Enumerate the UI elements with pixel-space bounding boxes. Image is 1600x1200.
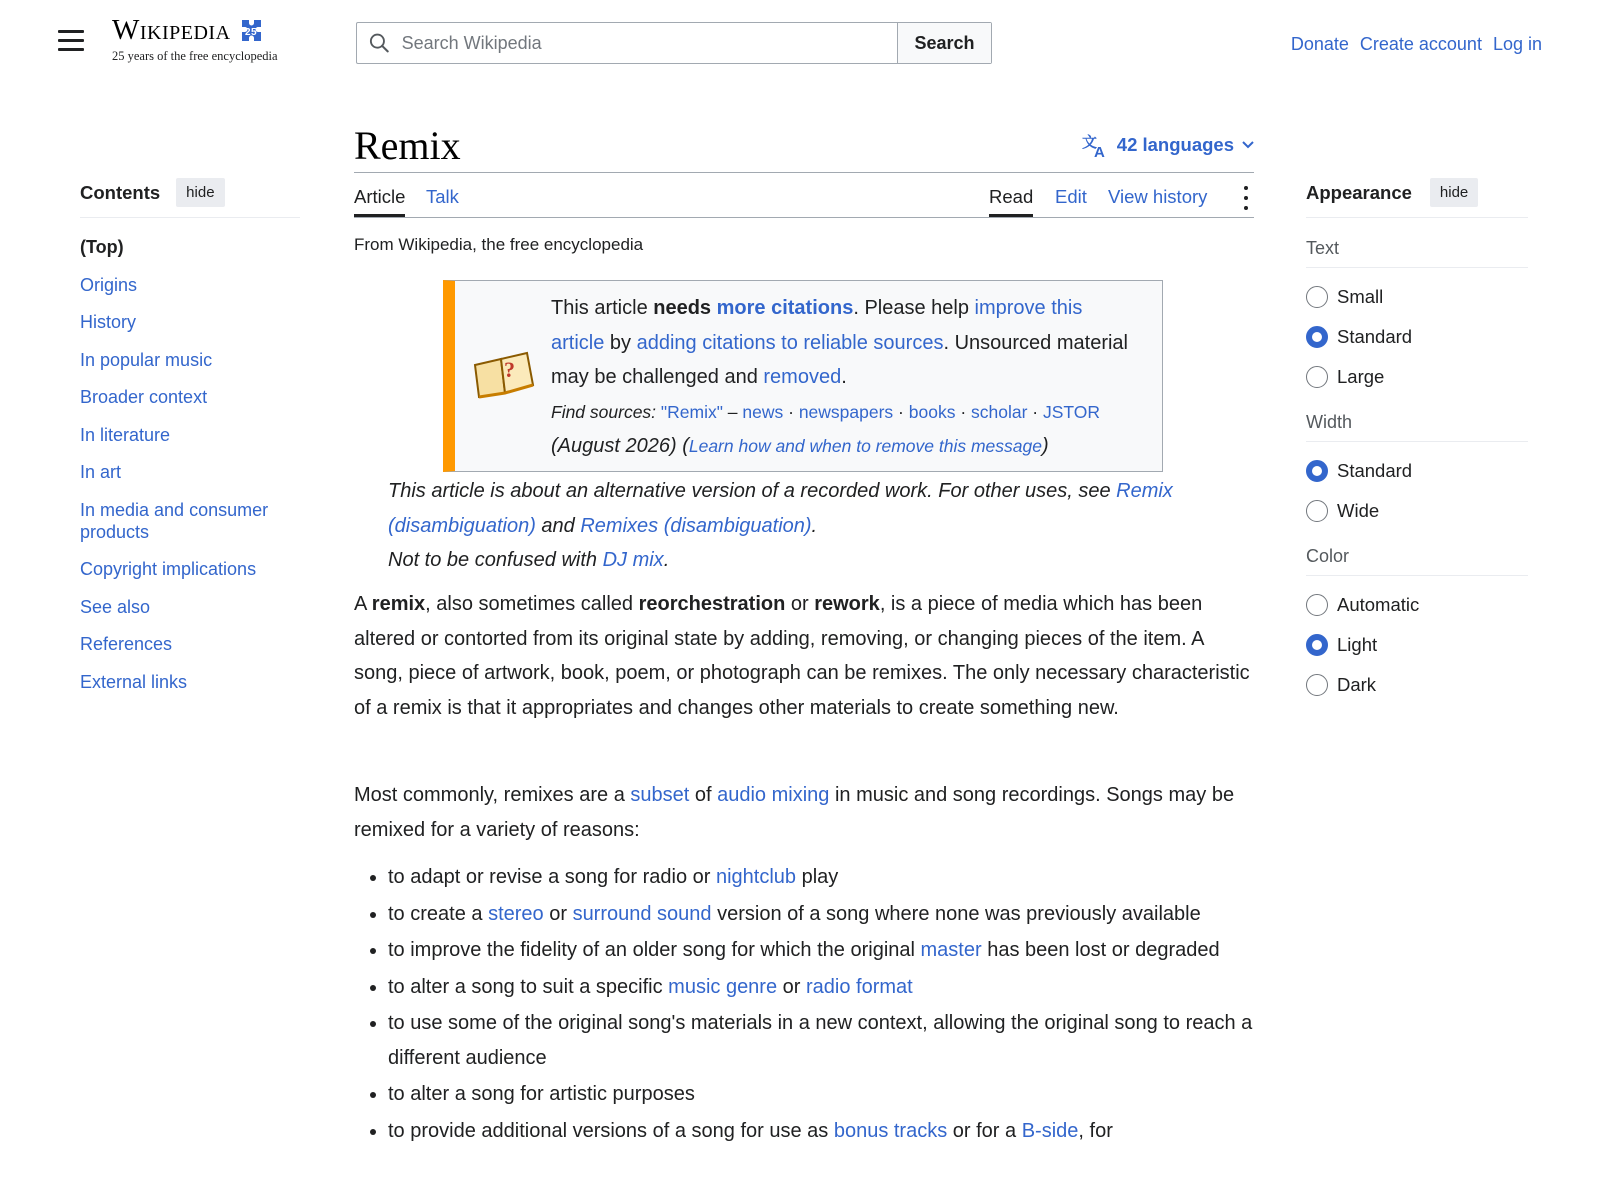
color-light-option[interactable]: Light: [1306, 634, 1528, 656]
learn-remove-link[interactable]: Learn how and when to remove this message: [688, 436, 1042, 456]
language-selector[interactable]: [1081, 132, 1254, 158]
toc-item-origins[interactable]: Origins: [80, 274, 138, 295]
remixes-disambiguation-link[interactable]: Remixes (disambiguation): [580, 514, 812, 537]
list-item: • to alter a song for artistic purposes: [388, 1077, 1254, 1112]
radio-large[interactable]: [1306, 366, 1328, 388]
tab-talk[interactable]: Talk: [426, 186, 459, 207]
site-subtitle: From Wikipedia, the free encyclopedia: [354, 235, 644, 254]
b-side-link[interactable]: B-side: [1021, 1119, 1079, 1142]
toc-item-in-literature[interactable]: In literature: [80, 424, 171, 445]
radio-small[interactable]: [1306, 286, 1328, 308]
toc-item-external-links[interactable]: External links: [80, 671, 188, 692]
radio-width-standard-selected[interactable]: [1306, 460, 1328, 482]
create-account-link[interactable]: Create account: [1359, 34, 1482, 54]
tab-read[interactable]: Read: [989, 186, 1033, 217]
color-dark-option[interactable]: Dark: [1306, 674, 1528, 696]
tab-article[interactable]: Article: [354, 186, 405, 217]
width-standard-option[interactable]: Standard: [1306, 460, 1528, 482]
list-item: • to create a stereo or surround sound version of a song where none was previously available: [388, 897, 1254, 932]
question-book-icon: [471, 349, 535, 399]
toc-title: Contents: [80, 181, 161, 203]
search-icon: [369, 32, 390, 54]
stereo-link[interactable]: stereo: [488, 902, 544, 925]
more-tools-icon[interactable]: [1244, 186, 1248, 216]
list-item: • to adapt or revise a song for radio or nightclub play: [388, 860, 1254, 895]
paragraph-common: Most commonly, remixes are a subset of audio mixing in music and song recordings. Songs may be remixed for a variety of reasons:: [354, 784, 1235, 841]
color-label: Color: [1306, 546, 1528, 576]
puzzle-badge-icon: [236, 16, 266, 46]
appearance-panel: [1306, 178, 1528, 696]
source-news-link[interactable]: news: [742, 401, 784, 422]
logo-wordmark: Wikipedia: [112, 14, 231, 46]
radio-width-wide[interactable]: [1306, 500, 1328, 522]
citation-notice: ? This article needs more citations. Please help improve this article by adding citations to reliable sources. Unsourced material may be challenged and removed. Find sources: "Remix" – news · newspapers · books · scholar · JSTOR (August 2026) (Learn how and when to remove this message): [443, 280, 1163, 472]
toc-item-top[interactable]: (Top): [80, 237, 124, 257]
master-link[interactable]: master: [920, 939, 982, 961]
logo-tagline: 25 years of the free encyclopedia: [112, 49, 278, 63]
toc-hide-button[interactable]: hide: [176, 178, 224, 207]
radio-light-selected[interactable]: [1306, 634, 1328, 656]
page-tabs: [354, 186, 1254, 218]
hamburger-icon: [58, 30, 84, 33]
more-citations-link[interactable]: more citations: [716, 297, 854, 319]
surround-sound-link[interactable]: surround sound: [572, 902, 712, 925]
toc-item-in-media[interactable]: In media and consumer products: [80, 499, 269, 542]
text-size-large-option[interactable]: Large: [1306, 366, 1528, 388]
notice-text: This article: [551, 297, 654, 319]
toc-item-references[interactable]: References: [80, 634, 173, 654]
width-wide-option[interactable]: Wide: [1306, 500, 1528, 522]
list-item: • to improve the fidelity of an older song for which the original master has been lost or degraded: [388, 933, 1254, 968]
search-box: [356, 22, 992, 64]
chevron-down-icon: [1242, 141, 1254, 149]
source-newspapers-link[interactable]: newspapers: [798, 401, 894, 422]
translate-icon: [1081, 132, 1109, 158]
music-genre-link[interactable]: music genre: [668, 975, 778, 998]
list-item: • to alter a song to suit a specific music genre or radio format: [388, 970, 1254, 1005]
appearance-hide-button[interactable]: hide: [1430, 178, 1478, 207]
toc-item-in-popular-music[interactable]: In popular music: [80, 349, 213, 370]
find-sources-label: Find sources:: [551, 401, 661, 422]
hatnote: This article is about an alternative version of a recorded work. For other uses, see Remix (disambiguation) and Remixes (disambiguation). Not to be confused with DJ mix.: [388, 480, 1173, 571]
audio-mixing-link[interactable]: audio mixing: [717, 784, 830, 806]
toc-item-copyright[interactable]: Copyright implications: [80, 559, 257, 579]
source-scholar-link[interactable]: scholar: [971, 401, 1028, 422]
user-links: [1291, 34, 1542, 55]
source-books-link[interactable]: books: [908, 401, 956, 422]
radio-dark[interactable]: [1306, 674, 1328, 696]
radio-automatic[interactable]: [1306, 594, 1328, 616]
radio-standard-selected[interactable]: [1306, 326, 1328, 348]
dj-mix-link[interactable]: DJ mix: [602, 549, 664, 571]
subset-link[interactable]: subset: [630, 784, 690, 806]
title-divider: [354, 172, 1254, 173]
svg-text:文: 文: [1081, 133, 1097, 151]
reasons-list: [354, 860, 1254, 1150]
toc-item-see-also[interactable]: See also: [80, 596, 151, 617]
color-automatic-option[interactable]: Automatic: [1306, 594, 1528, 616]
tab-edit[interactable]: Edit: [1055, 186, 1087, 207]
list-item: • to provide additional versions of a song for use as bonus tracks or for a B-side, for: [388, 1114, 1254, 1149]
source-jstor-link[interactable]: JSTOR: [1043, 401, 1101, 422]
appearance-title: Appearance: [1306, 181, 1412, 203]
main-menu-button[interactable]: [58, 30, 84, 52]
improve-article-link[interactable]: improve this article: [551, 297, 1083, 354]
log-in-link[interactable]: Log in: [1492, 34, 1542, 54]
remix-disambiguation-link[interactable]: Remix (disambiguation): [388, 480, 1173, 537]
toc-item-broader-context[interactable]: Broader context: [80, 387, 208, 407]
width-label: Width: [1306, 412, 1528, 442]
tabs-divider: [354, 217, 1254, 218]
page-title: Remix: [354, 123, 461, 168]
adding-citations-link[interactable]: adding citations to reliable sources: [636, 331, 944, 354]
toc-item-in-art[interactable]: In art: [80, 462, 122, 482]
source-remix-link[interactable]: "Remix": [660, 401, 723, 422]
text-size-small-option[interactable]: Small: [1306, 286, 1528, 308]
wikipedia-logo[interactable]: [112, 14, 278, 64]
list-item: • to use some of the original song's materials in a new context, allowing the original song to reach a different audience: [388, 1006, 1254, 1075]
tab-view-history[interactable]: View history: [1108, 186, 1208, 207]
text-size-standard-option[interactable]: Standard: [1306, 326, 1528, 348]
removed-link[interactable]: removed: [763, 366, 842, 388]
search-button[interactable]: Search: [897, 23, 991, 63]
search-input[interactable]: [400, 32, 897, 55]
text-size-label: Text: [1306, 238, 1528, 268]
bonus-tracks-link[interactable]: bonus tracks: [833, 1119, 948, 1142]
nightclub-link[interactable]: nightclub: [715, 866, 797, 888]
paragraph-intro: A remix, also sometimes called reorchestration or rework, is a piece of media which has been altered or contorted from its original state by adding, removing, or changing pieces of the item. A song, piece of artwork, book, poem, or photograph can be remixes. The only necessary characteristic of a remix is that it appropriates and changes other materials to create something new.: [354, 593, 1250, 719]
languages-label: 42 languages: [1116, 134, 1234, 155]
svg-text:25: 25: [245, 27, 258, 38]
radio-format-link[interactable]: radio format: [806, 975, 913, 998]
donate-link[interactable]: Donate: [1290, 34, 1349, 54]
svg-text:A: A: [1093, 144, 1105, 158]
svg-text:?: ?: [504, 357, 515, 382]
table-of-contents: [80, 178, 300, 693]
notice-date: (August 2026): [551, 435, 677, 457]
toc-item-history[interactable]: History: [80, 312, 137, 332]
notice-needs: needs: [653, 297, 712, 319]
